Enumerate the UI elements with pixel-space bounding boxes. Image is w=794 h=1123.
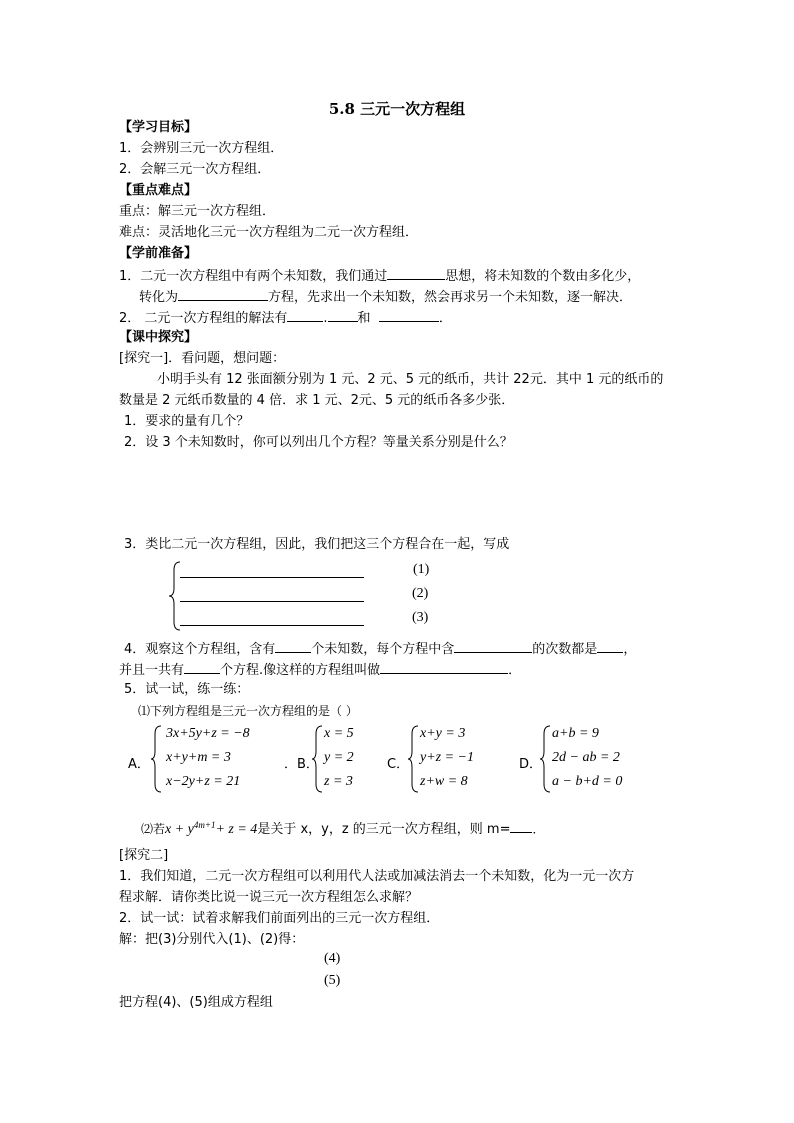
- q5-2-text-b: 是关于 x，y，z 的三元一次方程组，则 m=: [257, 822, 511, 837]
- system-blank-2[interactable]: [180, 601, 364, 602]
- option-b-brace: [311, 724, 325, 794]
- q4-text-g: ．: [508, 663, 522, 678]
- blank-name[interactable]: [380, 660, 508, 674]
- q5-2-exponent: 4m+1: [193, 820, 216, 830]
- blank-degree[interactable]: [597, 639, 623, 653]
- option-d-eq-2: 2d − ab = 2: [552, 750, 620, 765]
- question-1: 1．要求的量有几个？: [124, 414, 250, 429]
- goals-heading: 【学习目标】: [119, 120, 198, 135]
- option-a-label: A．: [128, 757, 150, 772]
- blank-convert[interactable]: [178, 287, 268, 301]
- option-d-label: D．: [519, 757, 543, 772]
- q4-text-f: 个方程.像这样的方程组叫做: [220, 663, 381, 678]
- option-d-eq-3: a − b+d = 0: [552, 774, 623, 789]
- q5-2-text-a: ⑵若: [141, 822, 166, 836]
- combine-line: 把方程(4)、(5)组成方程组: [119, 995, 273, 1010]
- explore-2-item-1: 1．我们知道，二元一次方程组可以利用代人法或加减法消去一个未知数，化为一元一次方: [119, 869, 635, 884]
- blank-method-1[interactable]: [287, 308, 323, 322]
- eq-label-1: (1): [413, 562, 430, 577]
- blank-m[interactable]: [510, 819, 532, 833]
- option-a-eq-1: 3x+5y+z = −8: [166, 726, 250, 741]
- page-title: 5.8 三元一次方程组: [328, 100, 466, 118]
- option-c-eq-1: x+y = 3: [420, 726, 466, 741]
- question-5: 5．试一试，练一练：: [124, 682, 250, 697]
- prep2-text-b: 和: [357, 311, 371, 326]
- option-c-eq-3: z+w = 8: [420, 774, 468, 789]
- option-a-eq-2: x+y+m = 3: [166, 750, 231, 765]
- q4-text-d: ，: [623, 642, 637, 657]
- prep-heading: 【学前准备】: [119, 246, 198, 261]
- prep2-text-c: ．: [438, 311, 452, 326]
- prep1-text-b: 思想，将未知数的个数由多化少，: [445, 269, 641, 284]
- blank-count[interactable]: [184, 660, 220, 674]
- solution-intro: 解：把(3)分别代入(1)、(2)得：: [119, 932, 305, 947]
- option-d-brace: [539, 724, 553, 794]
- question-4-cont: [119, 660, 521, 680]
- key-point: 重点：解三元一次方程组．: [119, 204, 276, 219]
- q4-text-a: 4．观察这个方程组，含有: [124, 642, 276, 657]
- option-c-label: C．: [387, 757, 410, 772]
- explore-2-item-2: 2．试一试：试着求解我们前面列出的三元一次方程组．: [119, 911, 440, 926]
- blank-term[interactable]: [454, 639, 532, 653]
- prep1-text-a: 1．二元一次方程组中有两个未知数，我们通过: [119, 269, 388, 284]
- goal-2: 2．会解三元一次方程组．: [119, 162, 271, 177]
- system-brace: [168, 560, 184, 632]
- prep2-text-a: 2． 二元一次方程组的解法有: [119, 311, 288, 326]
- option-b-eq-2: y = 2: [324, 750, 354, 765]
- eq-label-5: (5): [324, 973, 341, 988]
- class-heading: 【课中探究】: [119, 330, 198, 345]
- q4-text-e: 并且一共有: [119, 663, 185, 678]
- eq-label-3: (3): [412, 610, 429, 625]
- option-c-brace: [407, 724, 421, 794]
- question-5-1: ⑴下列方程组是三元一次方程组的是（ ）: [138, 704, 358, 718]
- prep-item-1-cont: [139, 287, 632, 307]
- option-b-eq-1: x = 5: [324, 726, 354, 741]
- prep-item-1: [119, 266, 640, 286]
- blank-method-3[interactable]: [379, 308, 439, 322]
- question-2: 2．设 3 个未知数时，你可以列出几个方程？等量关系分别是什么？: [124, 435, 513, 450]
- option-a-eq-3: x−2y+z = 21: [166, 774, 241, 789]
- explore-1-title: [探究一]．看问题，想问题：: [119, 351, 286, 366]
- question-5-2: [141, 816, 545, 839]
- option-c-eq-2: y+z = −1: [420, 750, 475, 765]
- q4-text-c: 的次数都是: [532, 642, 598, 657]
- explore-2-item-1-cont: 程求解．请你类比说一说三元一次方程组怎么求解？: [119, 890, 419, 905]
- option-a-brace: [150, 724, 164, 794]
- problem-line-1: 小明手头有 12 张面额分别为 1 元、2 元、5 元的纸币，共计 22元．其中 1 元的纸币的: [157, 372, 664, 387]
- problem-line-2: 数量是 2 元纸币数量的 4 倍．求 1 元、2元、5 元的纸币各多少张．: [119, 393, 515, 408]
- prep1-text-d: 方程，先求出一个未知数，然会再求另一个未知数，逐一解决．: [268, 290, 633, 305]
- blank-method-2[interactable]: [328, 308, 358, 322]
- blank-unknowns[interactable]: [275, 639, 311, 653]
- prep1-text-c: 转化为: [139, 290, 179, 305]
- q4-text-b: 个未知数，每个方程中含: [311, 642, 455, 657]
- option-d-eq-1: a+b = 9: [552, 726, 599, 741]
- option-b-label: ．B．: [284, 757, 319, 772]
- q5-2-equation-rest: + z = 4: [215, 822, 258, 837]
- option-b-eq-3: z = 3: [324, 774, 353, 789]
- eq-label-2: (2): [412, 586, 429, 601]
- system-blank-3[interactable]: [180, 625, 364, 626]
- eq-label-4: (4): [324, 951, 341, 966]
- q5-2-equation: x + y: [165, 822, 194, 837]
- key-heading: 【重点难点】: [119, 183, 198, 198]
- system-blank-1[interactable]: [180, 577, 364, 578]
- explore-2-title: [探究二]: [119, 848, 169, 863]
- q5-2-text-c: ．: [532, 822, 545, 836]
- question-4: [124, 639, 636, 659]
- question-3: 3．类比二元一次方程组，因此，我们把这三个方程合在一起，写成: [124, 537, 510, 552]
- difficult-point: 难点：灵活地化三元一次方程组为二元一次方程组．: [119, 225, 419, 240]
- blank-thought[interactable]: [387, 266, 445, 280]
- prep-item-2: 2． 二元一次方程组的解法有 . 和 ．: [119, 308, 452, 328]
- goal-1: 1．会辨别三元一次方程组．: [119, 141, 284, 156]
